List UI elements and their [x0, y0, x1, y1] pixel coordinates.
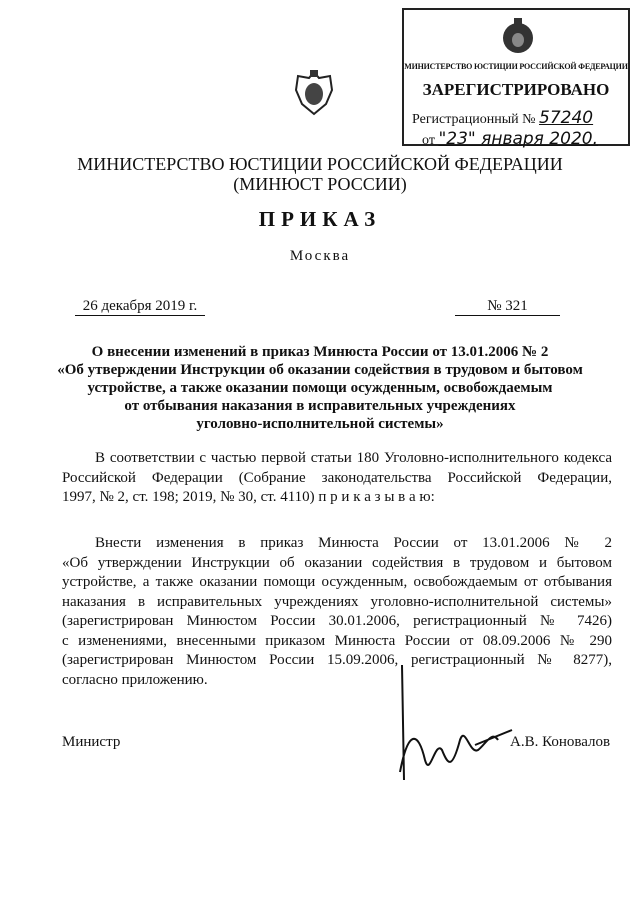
document-date: 26 декабря 2019 г.: [75, 298, 205, 316]
heading-line: «Об утверждении Инструкции об оказании содействия в трудовом и бытовом: [57, 362, 583, 378]
handwritten-signature: [380, 660, 520, 790]
document-number: № 321: [455, 298, 560, 316]
stamp-reg-number: [412, 108, 593, 128]
heading-line: уголовно-исполнительной системы»: [196, 416, 444, 432]
signer-title: Министр: [62, 734, 121, 750]
stamp-reg-value: 57240: [539, 108, 594, 128]
document-heading: [0, 343, 640, 433]
text-line: Внести изменения в приказ Минюста России от 13.01.2006 № 2: [95, 535, 612, 551]
text-line: 1997, № 2, ст. 198; 2019, № 30, ст. 4110) п р и к а з ы в а ю:: [62, 489, 435, 505]
stamp-date-prefix: от: [422, 133, 435, 148]
text-line: (зарегистрирован Минюстом России 15.09.2006, регистрационный № 8277),: [62, 652, 612, 668]
stamp-reg-label: Регистрационный №: [412, 112, 536, 127]
text-line: Российской Федерации (Собрание законодательства Российской Федерации,: [62, 469, 612, 486]
stamp-ministry: МИНИСТЕРСТВО ЮСТИЦИИ РОССИЙСКОЙ ФЕДЕРАЦИИ: [404, 62, 628, 71]
document-type: ПРИКАЗ: [258, 207, 382, 231]
ministry-line-1: МИНИСТЕРСТВО ЮСТИЦИИ РОССИЙСКОЙ ФЕДЕРАЦИИ: [77, 154, 563, 174]
coat-of-arms-icon: [500, 16, 536, 58]
stamp-date: [422, 129, 598, 149]
preamble-paragraph: [62, 449, 612, 508]
text-line: устройстве, а также оказании помощи осужденным, освобождаемым от отбывания: [62, 574, 612, 590]
heading-line: от отбывания наказания в исправительных учреждениях: [124, 398, 516, 414]
registration-stamp: [402, 8, 630, 149]
order-paragraph: [62, 534, 612, 690]
text-line: В соответствии с частью первой статьи 180 Уголовно-исполнительного кодекса: [95, 450, 612, 466]
coat-of-arms-icon: [292, 68, 336, 118]
ministry-name: [0, 154, 640, 194]
heading-line: О внесении изменений в приказ Минюста России от 13.01.2006 № 2: [91, 344, 549, 360]
city: Москва: [289, 248, 351, 264]
text-line: с изменениями, внесенными приказом Минюста России от 08.09.2006 № 290: [62, 632, 612, 649]
heading-line: устройстве, а также оказании помощи осужденным, освобождаемым: [87, 380, 553, 396]
text-line: «Об утверждении Инструкции об оказании содействия в трудовом и бытовом: [62, 554, 612, 571]
text-line: (зарегистрирован Минюстом России 30.01.2006, регистрационный № 7426): [62, 613, 612, 629]
text-line: наказания в исправительных учреждениях уголовно-исполнительной системы»: [62, 593, 612, 610]
signer-name: А.В. Коновалов: [510, 734, 611, 750]
ministry-line-2: (МИНЮСТ РОССИИ): [233, 174, 407, 194]
text-line: согласно приложению.: [62, 671, 208, 688]
stamp-status: ЗАРЕГИСТРИРОВАНО: [422, 80, 610, 99]
stamp-date-value: "23" января 2020.: [438, 129, 598, 149]
